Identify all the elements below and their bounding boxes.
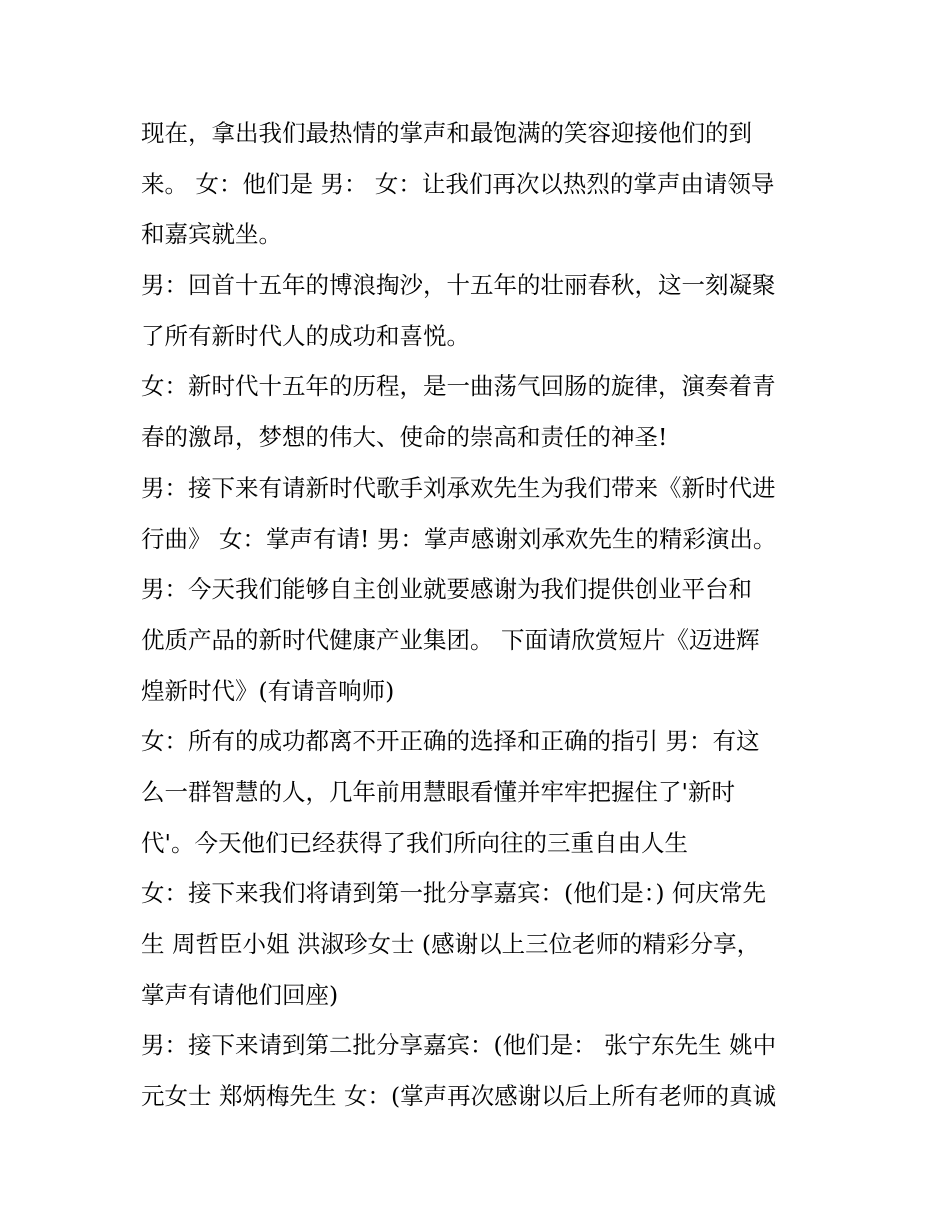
- script-text-block: [141, 108, 821, 1122]
- text-line: 煌新时代》(有请音响师): [141, 676, 395, 705]
- text-line: 女：新时代十五年的历程，是一曲荡气回肠的旋律，演奏着青: [141, 372, 776, 401]
- text-line: 女：所有的成功都离不开正确的选择和正确的指引 男：有这: [141, 727, 760, 756]
- text-line: 女：接下来我们将请到第一批分享嘉宾：(他们是：) 何庆常先: [141, 879, 767, 908]
- text-line: 男：回首十五年的博浪掏沙，十五年的壮丽春秋，这一刻凝聚: [141, 271, 776, 300]
- text-line: 优质产品的新时代健康产业集团。 下面请欣赏短片《迈进辉: [141, 625, 760, 654]
- text-line: 掌声有请他们回座): [141, 980, 339, 1009]
- text-line: 元女士 郑炳梅先生 女：(掌声再次感谢以后上所有老师的真诚: [141, 1082, 777, 1111]
- text-line: 春的激昂，梦想的伟大、使命的崇高和责任的神圣!: [141, 423, 668, 452]
- text-line: 和嘉宾就坐。: [141, 220, 282, 249]
- text-line: 男：今天我们能够自主创业就要感谢为我们提供创业平台和: [141, 575, 752, 604]
- text-line: 男：接下来请到第二批分享嘉宾：(他们是： 张宁东先生 姚中: [141, 1031, 777, 1060]
- text-line: 么一群智慧的人，几年前用慧眼看懂并牢牢把握住了'新时: [141, 777, 735, 806]
- text-line: 行曲》 女：掌声有请! 男：掌声感谢刘承欢先生的精彩演出。: [141, 524, 777, 553]
- text-line: 代'。今天他们已经获得了我们所向往的三重自由人生: [141, 828, 688, 857]
- text-line: 来。 女：他们是 男： 女：让我们再次以热烈的掌声由请领导: [141, 169, 775, 198]
- text-line: 男：接下来有请新时代歌手刘承欢先生为我们带来《新时代进: [141, 473, 776, 502]
- text-line: 生 周哲臣小姐 洪淑珍女士 (感谢以上三位老师的精彩分享，: [141, 930, 761, 958]
- text-line: 了所有新时代人的成功和喜悦。: [141, 321, 470, 350]
- text-line: 现在，拿出我们最热情的掌声和最饱满的笑容迎接他们的到: [141, 119, 752, 147]
